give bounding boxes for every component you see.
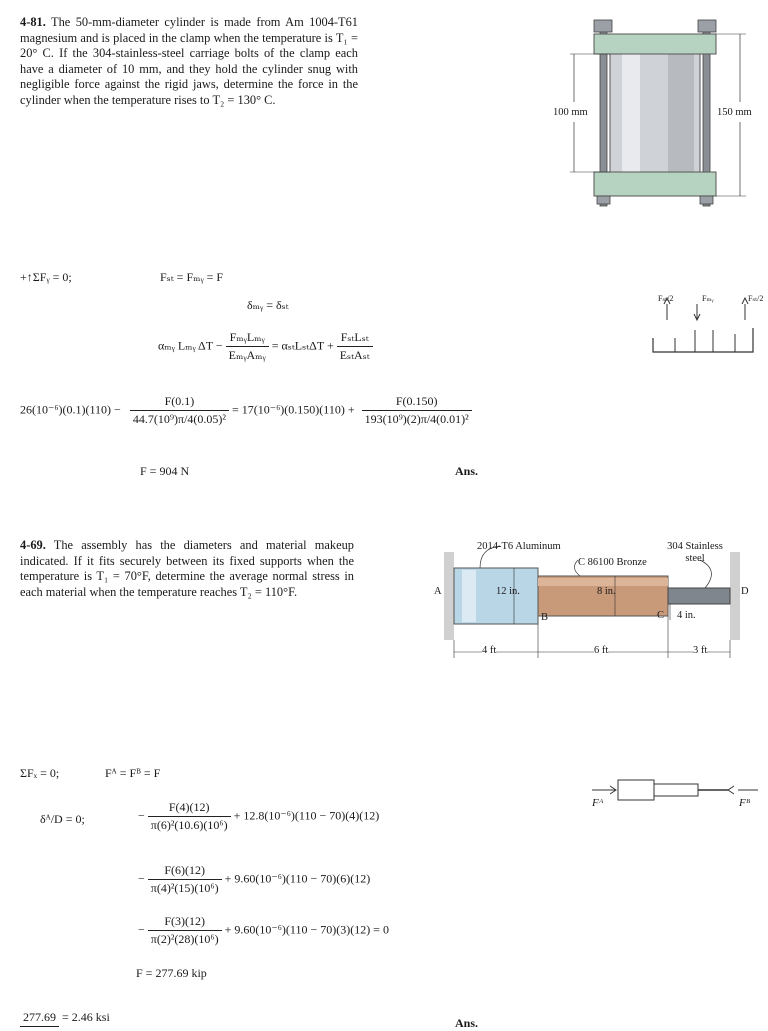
fbd-label-fst-left: Fₛₜ/2 (658, 294, 674, 303)
term2-frac (148, 863, 222, 896)
eq3-frac-st-den: EₛₜAₛₜ (339, 348, 370, 362)
label-point-b: B (541, 612, 549, 623)
eq3-frac-st-num: FₛₜLₛₜ (337, 330, 373, 347)
clamp-figure (550, 12, 768, 227)
problem-4-81-statement (20, 15, 358, 109)
problem-number: 4-69. (20, 538, 46, 552)
dim-100mm-label: 100 mm (553, 107, 588, 118)
stress-line (20, 1010, 110, 1027)
problem-text: The 50-mm-diameter cylinder is made from Am 1004-T61 magnesium and is placed in the clamp when the temperature is T₁ = 20° C. If the 304-stainless-steel carriage bolts of the clamp each have a diameter of 10 mm, and they hold the cylinder snug with negligible force against the rigid jaws, determine the force in the cylinder when the temperature rises to T₂ = 130° C. (20, 15, 358, 107)
term1-den: π(6)²(10.6)(10⁶) (150, 818, 228, 832)
label-length-bronze: 6 ft (594, 645, 609, 656)
fbd-assembly-sketch (590, 772, 760, 812)
stress-num: 277.69 (20, 1010, 59, 1027)
label-length-steel: 3 ft (693, 645, 708, 656)
eq4-frac-mg (130, 394, 229, 427)
label-length-aluminum: 4 ft (482, 645, 497, 656)
fbd-label-fst-right: Fₛₜ/2 (748, 294, 764, 303)
term2-den: π(4)²(15)(10⁶) (150, 881, 219, 895)
term1-num: F(4)(12) (148, 800, 231, 817)
term2-num: F(6)(12) (148, 863, 222, 880)
eq4-mid: = 17(10⁻⁶)(0.150)(110) + (232, 402, 355, 417)
eq3-left: αₘᵧ Lₘᵧ ΔT − (158, 338, 223, 353)
eq4-frac-st-num: F(0.150) (362, 394, 472, 411)
term3-den: π(2)²(28)(10⁶) (150, 932, 219, 946)
answer-mark-2: Ans. (455, 1016, 479, 1030)
term3-frac (148, 914, 222, 947)
eq3-mid: = αₛₜLₛₜΔT + (271, 338, 334, 353)
eq-term-bronze: − $\frac{F(6)(12)}{\text{π(4)²(15)(10⁶)}}$ + 9.60(10⁻⁶)(110 − 70)(6)(12) (138, 863, 371, 895)
label-dia-aluminum: 12 in. (496, 586, 520, 597)
problem-text: The assembly has the diameters and material makeup indicated. If it fits securely between its fixed supports when the temperature is T₁ = 70°F, determine the average normal stress in each material when the temperature reaches T₂ = 110°F. (20, 538, 354, 599)
fbd-label-fa: Fᴬ (592, 797, 604, 809)
eq3-frac-mg-num: FₘᵧLₘᵧ (226, 330, 269, 347)
label-dia-bronze: 8 in. (597, 586, 616, 597)
eq-delta-ad-label: δᴬ/D = 0; (40, 812, 85, 826)
eq-compatibility: δₘᵧ = δₛₜ (247, 298, 289, 312)
eq-sum-forces-label: +↑ΣFᵧ = 0; (20, 270, 72, 284)
label-steel: 304 Stainless steel (667, 541, 723, 564)
label-bronze: C 86100 Bronze (578, 557, 647, 568)
eq4-frac-mg-num: F(0.1) (130, 394, 229, 411)
eq4-frac-st-den: 193(10⁹)(2)π/4(0.01)² (364, 412, 469, 426)
term2-rest: + 9.60(10⁻⁶)(110 − 70)(6)(12) (224, 871, 371, 886)
fbd-label-fb: Fᴮ (739, 797, 751, 809)
result-force-kip: F = 277.69 kip (136, 966, 207, 980)
term1-frac (148, 800, 231, 833)
label-dia-steel: 4 in. (677, 610, 696, 621)
eq4-frac-st (362, 394, 472, 427)
eq-term-steel: − $\frac{F(3)(12)}{\text{π(2)²(28)(10⁶)}}$ + 9.60(10⁻⁶)(110 − 70)(3)(12) = 0 (138, 914, 389, 946)
eq3-frac-mg (226, 330, 269, 363)
eq-term-aluminum: − $\frac{F(4)(12)}{\text{π(6)²(10.6)(10⁶)}}$ + 12.8(10⁻⁶)(110 − 70)(4)(12) (138, 800, 380, 832)
eq-fa-fb: Fᴬ = Fᴮ = F (105, 766, 161, 780)
result-force: F = 904 N (140, 464, 190, 478)
term3-rest: + 9.60(10⁻⁶)(110 − 70)(3)(12) = 0 (224, 922, 389, 937)
eq-thermal-numeric (20, 394, 472, 427)
eq4-left: 26(10⁻⁶)(0.1)(110) − (20, 402, 121, 417)
label-point-c: C (657, 610, 665, 621)
eq4-frac-mg-den: 44.7(10⁹)π/4(0.05)² (132, 412, 226, 426)
stress-frac (20, 1010, 59, 1027)
problem-4-69-statement (20, 538, 354, 600)
answer-mark: Ans. (455, 464, 479, 478)
term3-num: F(3)(12) (148, 914, 222, 931)
term1-rest: + 12.8(10⁻⁶)(110 − 70)(4)(12) (233, 808, 380, 823)
eq3-frac-mg-den: EₘᵧAₘᵧ (228, 348, 266, 362)
problem-number: 4-81. (20, 15, 46, 29)
dim-150mm-label: 150 mm (717, 107, 752, 118)
fbd-label-fmg: Fₘᵧ (702, 294, 714, 303)
label-point-a: A (434, 586, 442, 597)
eq-sum-fx-label: ΣFₓ = 0; (20, 766, 60, 780)
eq3-frac-st (337, 330, 373, 363)
stress-result: = 2.46 ksi (62, 1010, 110, 1024)
label-point-d: D (741, 586, 749, 597)
eq-thermal-general (158, 330, 373, 363)
label-aluminum: 2014-T6 Aluminum (477, 541, 561, 552)
eq-force-equal: Fₛₜ = Fₘᵧ = F (160, 270, 224, 284)
